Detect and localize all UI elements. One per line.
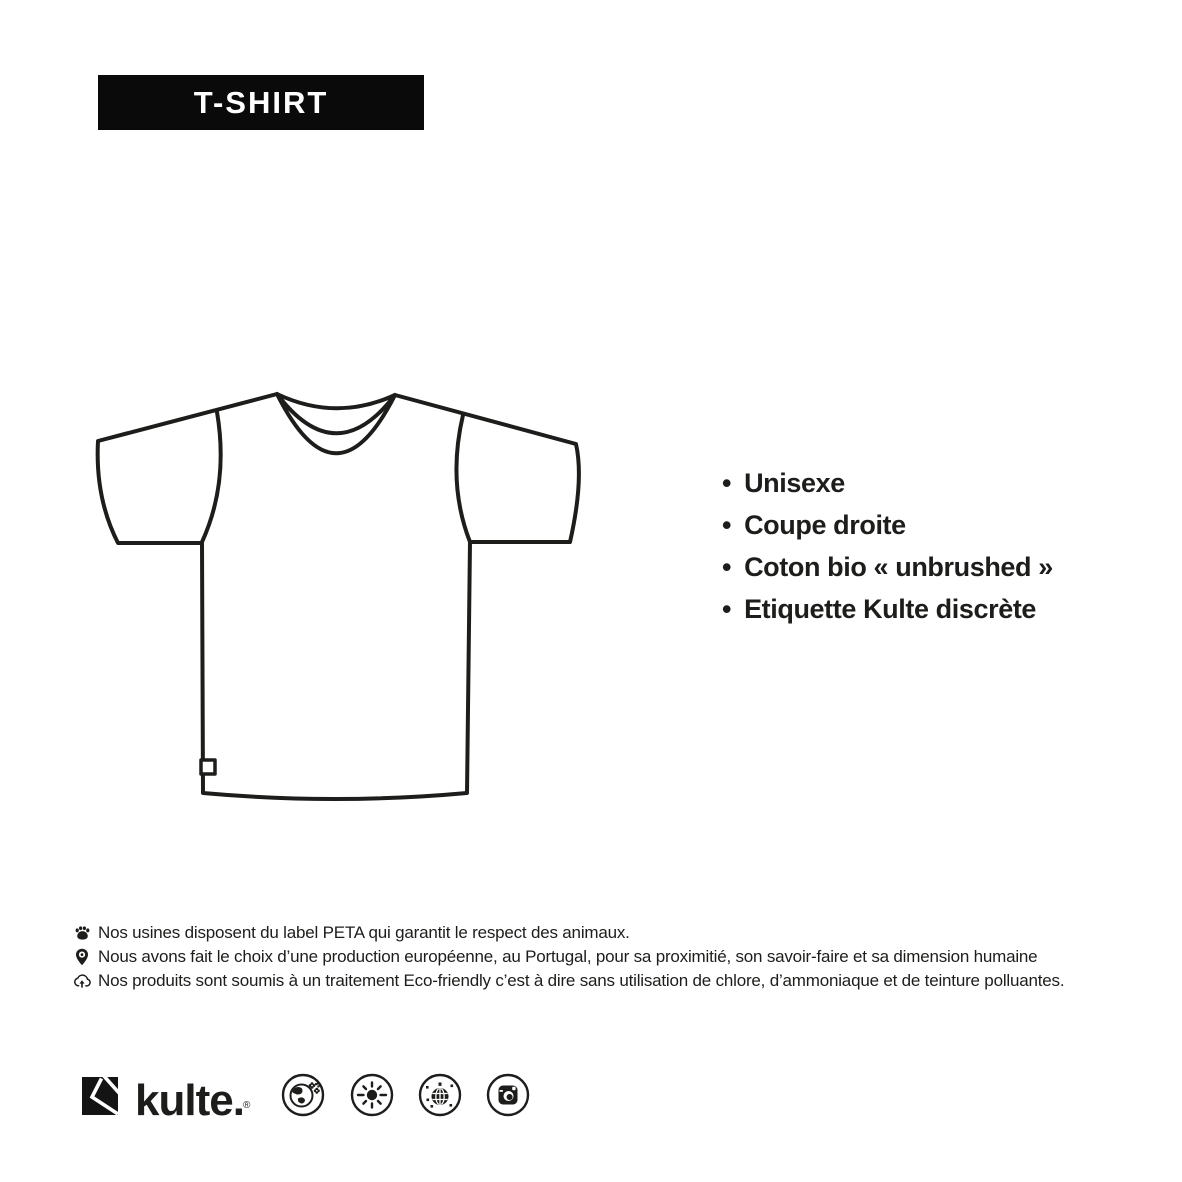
bullet-icon: • [722,509,732,540]
feature-item [722,504,1053,546]
note-row [73,969,1064,993]
instagram-camera-icon[interactable] [486,1073,530,1117]
feature-item [722,588,1053,630]
header-bar [98,75,424,130]
feature-label: Unisexe [744,467,845,498]
kulte-wordmark: kulte. [135,1076,244,1125]
registered-mark: ® [243,1100,251,1111]
feature-label: Coupe droite [744,509,906,540]
feature-label: Etiquette Kulte discrète [744,593,1037,624]
page-title: T-SHIRT [193,84,329,120]
note-text: Nous avons fait le choix d’une production européenne, au Portugal, pour sa proximitié, son savoir-faire et sa dimension humaine [98,947,1038,966]
sun-icon[interactable] [350,1073,394,1117]
production-notes [73,921,1064,993]
earth-flowers-icon[interactable] [281,1073,325,1117]
eco-cloud-icon [73,973,91,989]
bullet-icon: • [722,551,732,582]
bullet-icon: • [722,593,732,624]
paw-icon [73,925,91,941]
disco-ball-icon[interactable] [418,1073,462,1117]
tshirt-illustration [95,388,587,810]
feature-item [722,462,1053,504]
note-text: Nos usines disposent du label PETA qui garantit le respect des animaux. [98,923,630,942]
bullet-icon: • [722,467,732,498]
side-label [201,760,215,774]
location-pin-icon [73,948,91,966]
note-row [73,921,1064,945]
note-text: Nos produits sont soumis à un traitement Eco-friendly c’est à dire sans utilisation de chlore, d’ammoniaque et de teinture polluantes. [98,971,1065,990]
kulte-logo-icon [82,1077,118,1115]
feature-label: Coton bio « unbrushed » [744,551,1053,582]
feature-list [722,462,1053,630]
note-row [73,945,1064,969]
feature-item [722,546,1053,588]
